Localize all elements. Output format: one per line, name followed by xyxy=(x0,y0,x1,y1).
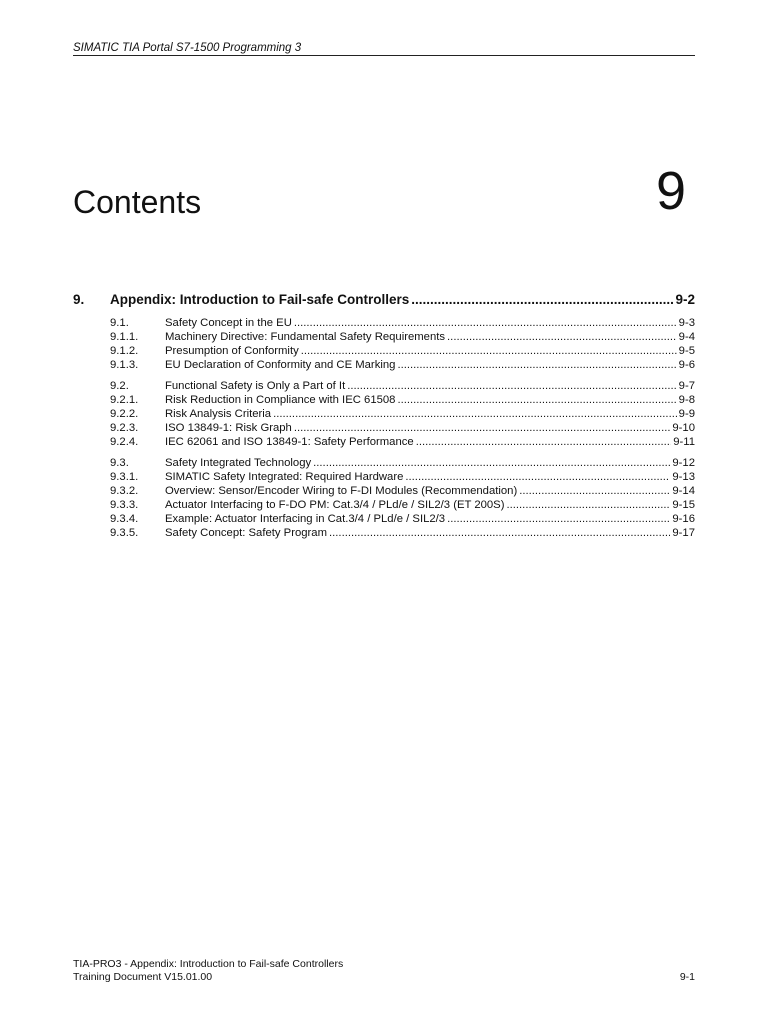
toc-entry-number: 9. xyxy=(73,292,85,307)
toc-entry-number: 9.2.4. xyxy=(110,436,139,448)
toc-entry-number: 9.1.1. xyxy=(110,331,139,343)
toc-dot-leader xyxy=(313,456,670,470)
toc-dot-leader xyxy=(397,393,676,407)
toc-entry-number: 9.3.1. xyxy=(110,471,139,483)
footer-document-title: TIA-PRO3 - Appendix: Introduction to Fail-safe Controllers xyxy=(73,958,344,970)
toc-entry[interactable] xyxy=(73,526,695,540)
toc-entry-number: 9.3.3. xyxy=(110,499,139,511)
toc-dot-leader xyxy=(447,330,677,344)
toc-dot-leader xyxy=(447,512,670,526)
toc-entry-page: 9-3 xyxy=(678,317,695,329)
toc-entry[interactable] xyxy=(73,379,695,393)
toc-entry-number: 9.3. xyxy=(110,457,129,469)
toc-entry[interactable] xyxy=(73,407,695,421)
toc-main-entry[interactable] xyxy=(73,292,695,310)
toc-entry[interactable] xyxy=(73,512,695,526)
toc-dot-leader xyxy=(294,421,671,435)
toc-entry-title: Safety Concept: Safety Program xyxy=(165,527,328,539)
toc-entry-page: 9-11 xyxy=(673,436,695,448)
table-of-contents xyxy=(73,292,695,547)
chapter-number: 9 xyxy=(655,161,686,221)
toc-entry-title: Appendix: Introduction to Fail-safe Controllers xyxy=(110,292,410,307)
toc-entry-number: 9.3.5. xyxy=(110,527,139,539)
toc-entry-title: SIMATIC Safety Integrated: Required Hardware xyxy=(165,471,404,483)
toc-entry-title: Safety Integrated Technology xyxy=(165,457,312,469)
toc-dot-leader xyxy=(273,407,677,421)
toc-entry-number: 9.3.4. xyxy=(110,513,139,525)
toc-section-group xyxy=(73,316,695,372)
toc-entry-page: 9-8 xyxy=(678,394,695,406)
toc-entry-page: 9-5 xyxy=(678,345,695,357)
toc-entry-title: Risk Analysis Criteria xyxy=(165,408,272,420)
toc-entry-page: 9-15 xyxy=(672,499,695,511)
toc-entry-title: EU Declaration of Conformity and CE Marking xyxy=(165,359,396,371)
toc-entry-number: 9.2.1. xyxy=(110,394,139,406)
footer-document-version: Training Document V15.01.00 xyxy=(73,971,213,983)
toc-dot-leader xyxy=(329,526,670,540)
toc-entry[interactable] xyxy=(73,344,695,358)
toc-entry-title: Example: Actuator Interfacing in Cat.3/4 / PLd/e / SIL2/3 xyxy=(165,513,446,525)
toc-entry-title: Machinery Directive: Fundamental Safety Requirements xyxy=(165,331,446,343)
toc-dot-leader xyxy=(416,435,672,449)
toc-entry[interactable] xyxy=(73,393,695,407)
toc-entry-page: 9-4 xyxy=(678,331,695,343)
toc-entry[interactable] xyxy=(73,435,695,449)
toc-entry-title: Presumption of Conformity xyxy=(165,345,299,357)
toc-section-group xyxy=(73,379,695,449)
toc-entry-page: 9-13 xyxy=(672,471,695,483)
toc-section-group xyxy=(73,456,695,540)
toc-dot-leader xyxy=(294,316,677,330)
toc-entry[interactable] xyxy=(73,330,695,344)
toc-entry[interactable] xyxy=(73,456,695,470)
toc-entry-page: 9-7 xyxy=(678,380,695,392)
running-header: SIMATIC TIA Portal S7-1500 Programming 3 xyxy=(73,42,695,56)
toc-entry-title: IEC 62061 and ISO 13849-1: Safety Performance xyxy=(165,436,414,448)
toc-entry-title: Overview: Sensor/Encoder Wiring to F-DI Modules (Recommendation) xyxy=(165,485,518,497)
toc-entry-title: Actuator Interfacing to F-DO PM: Cat.3/4 / PLd/e / SIL2/3 (ET 200S) xyxy=(165,499,505,511)
toc-entry-title: ISO 13849-1: Risk Graph xyxy=(165,422,292,434)
toc-entry-number: 9.1. xyxy=(110,317,129,329)
toc-dot-leader xyxy=(411,292,673,307)
toc-entry-page: 9-16 xyxy=(672,513,695,525)
toc-dot-leader xyxy=(301,344,677,358)
toc-dot-leader xyxy=(405,470,670,484)
toc-entry[interactable] xyxy=(73,316,695,330)
toc-dot-leader xyxy=(397,358,676,372)
toc-entry-page: 9-6 xyxy=(678,359,695,371)
toc-entry-number: 9.2.2. xyxy=(110,408,139,420)
toc-dot-leader xyxy=(506,498,670,512)
toc-entry-page: 9-2 xyxy=(675,292,695,307)
toc-entry-title: Functional Safety is Only a Part of It xyxy=(165,380,346,392)
chapter-title: Contents xyxy=(73,184,202,220)
toc-entry-number: 9.2.3. xyxy=(110,422,139,434)
toc-entry[interactable] xyxy=(73,421,695,435)
toc-entry-page: 9-12 xyxy=(672,457,695,469)
toc-entry[interactable] xyxy=(73,498,695,512)
toc-entry[interactable] xyxy=(73,358,695,372)
toc-entry-page: 9-17 xyxy=(672,527,695,539)
toc-entry[interactable] xyxy=(73,470,695,484)
toc-dot-leader xyxy=(519,484,670,498)
toc-entry-page: 9-10 xyxy=(672,422,695,434)
toc-entry-title: Safety Concept in the EU xyxy=(165,317,292,329)
toc-entry[interactable] xyxy=(73,484,695,498)
toc-entry-number: 9.3.2. xyxy=(110,485,139,497)
running-footer xyxy=(73,958,695,984)
footer-page-number: 9-1 xyxy=(679,971,695,983)
toc-entry-page: 9-14 xyxy=(672,485,695,497)
toc-dot-leader xyxy=(347,379,676,393)
toc-entry-number: 9.1.2. xyxy=(110,345,139,357)
toc-entry-number: 9.2. xyxy=(110,380,129,392)
toc-entry-number: 9.1.3. xyxy=(110,359,139,371)
toc-entry-title: Risk Reduction in Compliance with IEC 61508 xyxy=(165,394,396,406)
toc-entry-page: 9-9 xyxy=(678,408,695,420)
